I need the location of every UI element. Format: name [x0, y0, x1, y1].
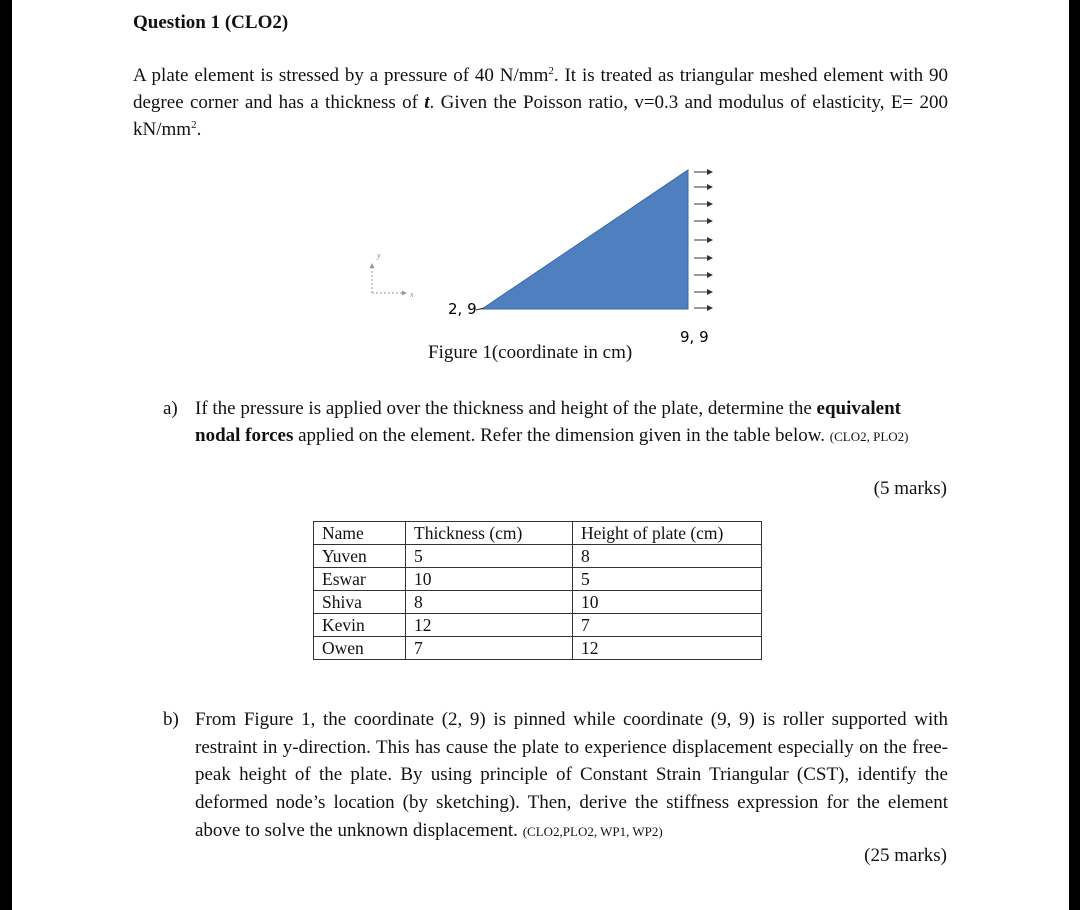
figure-1 — [360, 160, 740, 360]
table-cell: Eswar — [314, 568, 406, 591]
question-b-label: b) — [163, 709, 179, 730]
intro-text-2: . It is treated as triangular meshed element with 90 degree corner and has a thickness of — [133, 65, 949, 113]
node-right-coordinate: 9, 9 — [680, 328, 709, 346]
table-cell: 8 — [573, 545, 762, 568]
intro-superscript-2: 2 — [191, 119, 197, 131]
question-heading: Question 1 (CLO2) — [133, 12, 289, 33]
question-a-reference: (CLO2, PLO2) — [829, 429, 909, 444]
intro-superscript-1: 2 — [548, 65, 554, 77]
table-header-row — [314, 522, 762, 545]
table-row — [314, 637, 762, 660]
table-cell: 5 — [406, 545, 573, 568]
intro-text-3: . Given the Poisson ratio, v=0.3 and modulus of elasticity, E= 200 kN/mm — [133, 92, 948, 140]
table-cell: 8 — [406, 591, 573, 614]
axis-y-label: y — [377, 251, 381, 260]
question-a-text-2: applied on the element. Refer the dimension given in the table below. — [293, 425, 830, 446]
thickness-symbol: t — [424, 92, 430, 113]
question-a — [163, 395, 948, 450]
node-left-coordinate: 2, 9 — [448, 300, 477, 318]
triangular-plate-element — [482, 170, 688, 309]
question-a-marks: (5 marks) — [873, 478, 947, 499]
table-cell: 7 — [573, 614, 762, 637]
table-cell: 7 — [406, 637, 573, 660]
table-cell: 10 — [406, 568, 573, 591]
question-b-text: From Figure 1, the coordinate (2, 9) is pinned while coordinate (9, 9) is roller supported with restraint in y-direction. This has cause the plate to experience displacement especially on the free-peak height of the plate. By using principle of Constant Strain Triangular (CST), identify the deformed node’s location (by sketching). Then, derive the stiffness expression for the element above to solve the unknown displacement. — [195, 709, 948, 841]
question-b-reference: (CLO2,PLO2, WP1, WP2) — [522, 823, 663, 839]
table-cell: Owen — [314, 637, 406, 660]
question-a-text-1: If the pressure is applied over the thickness and height of the plate, determine the — [195, 398, 817, 419]
question-a-label: a) — [163, 398, 178, 419]
table-cell: Kevin — [314, 614, 406, 637]
table-header-cell: Thickness (cm) — [406, 522, 573, 545]
pressure-arrows — [694, 172, 712, 308]
question-b — [163, 706, 948, 846]
table-row — [314, 591, 762, 614]
figure-caption: Figure 1(coordinate in cm) — [428, 342, 633, 363]
table-cell: 12 — [406, 614, 573, 637]
axis-x-label: x — [410, 290, 414, 299]
table-header-cell: Height of plate (cm) — [573, 522, 762, 545]
right-border — [1069, 0, 1080, 910]
table-row — [314, 614, 762, 637]
table-row — [314, 568, 762, 591]
axis-symbol — [372, 251, 414, 299]
table-cell: 5 — [573, 568, 762, 591]
dimension-table — [313, 521, 762, 660]
table-cell: 12 — [573, 637, 762, 660]
question-a-bold-term: equivalent nodal forces — [195, 398, 901, 446]
question-b-marks: (25 marks) — [864, 845, 947, 866]
table-header-cell: Name — [314, 522, 406, 545]
intro-text-1: A plate element is stressed by a pressure of 40 N/mm — [133, 65, 549, 86]
table-row — [314, 545, 762, 568]
table-cell: Shiva — [314, 591, 406, 614]
table-cell: 10 — [573, 591, 762, 614]
table-cell: Yuven — [314, 545, 406, 568]
left-border — [0, 0, 12, 910]
intro-paragraph — [133, 62, 948, 143]
intro-text-4: . — [196, 119, 202, 140]
